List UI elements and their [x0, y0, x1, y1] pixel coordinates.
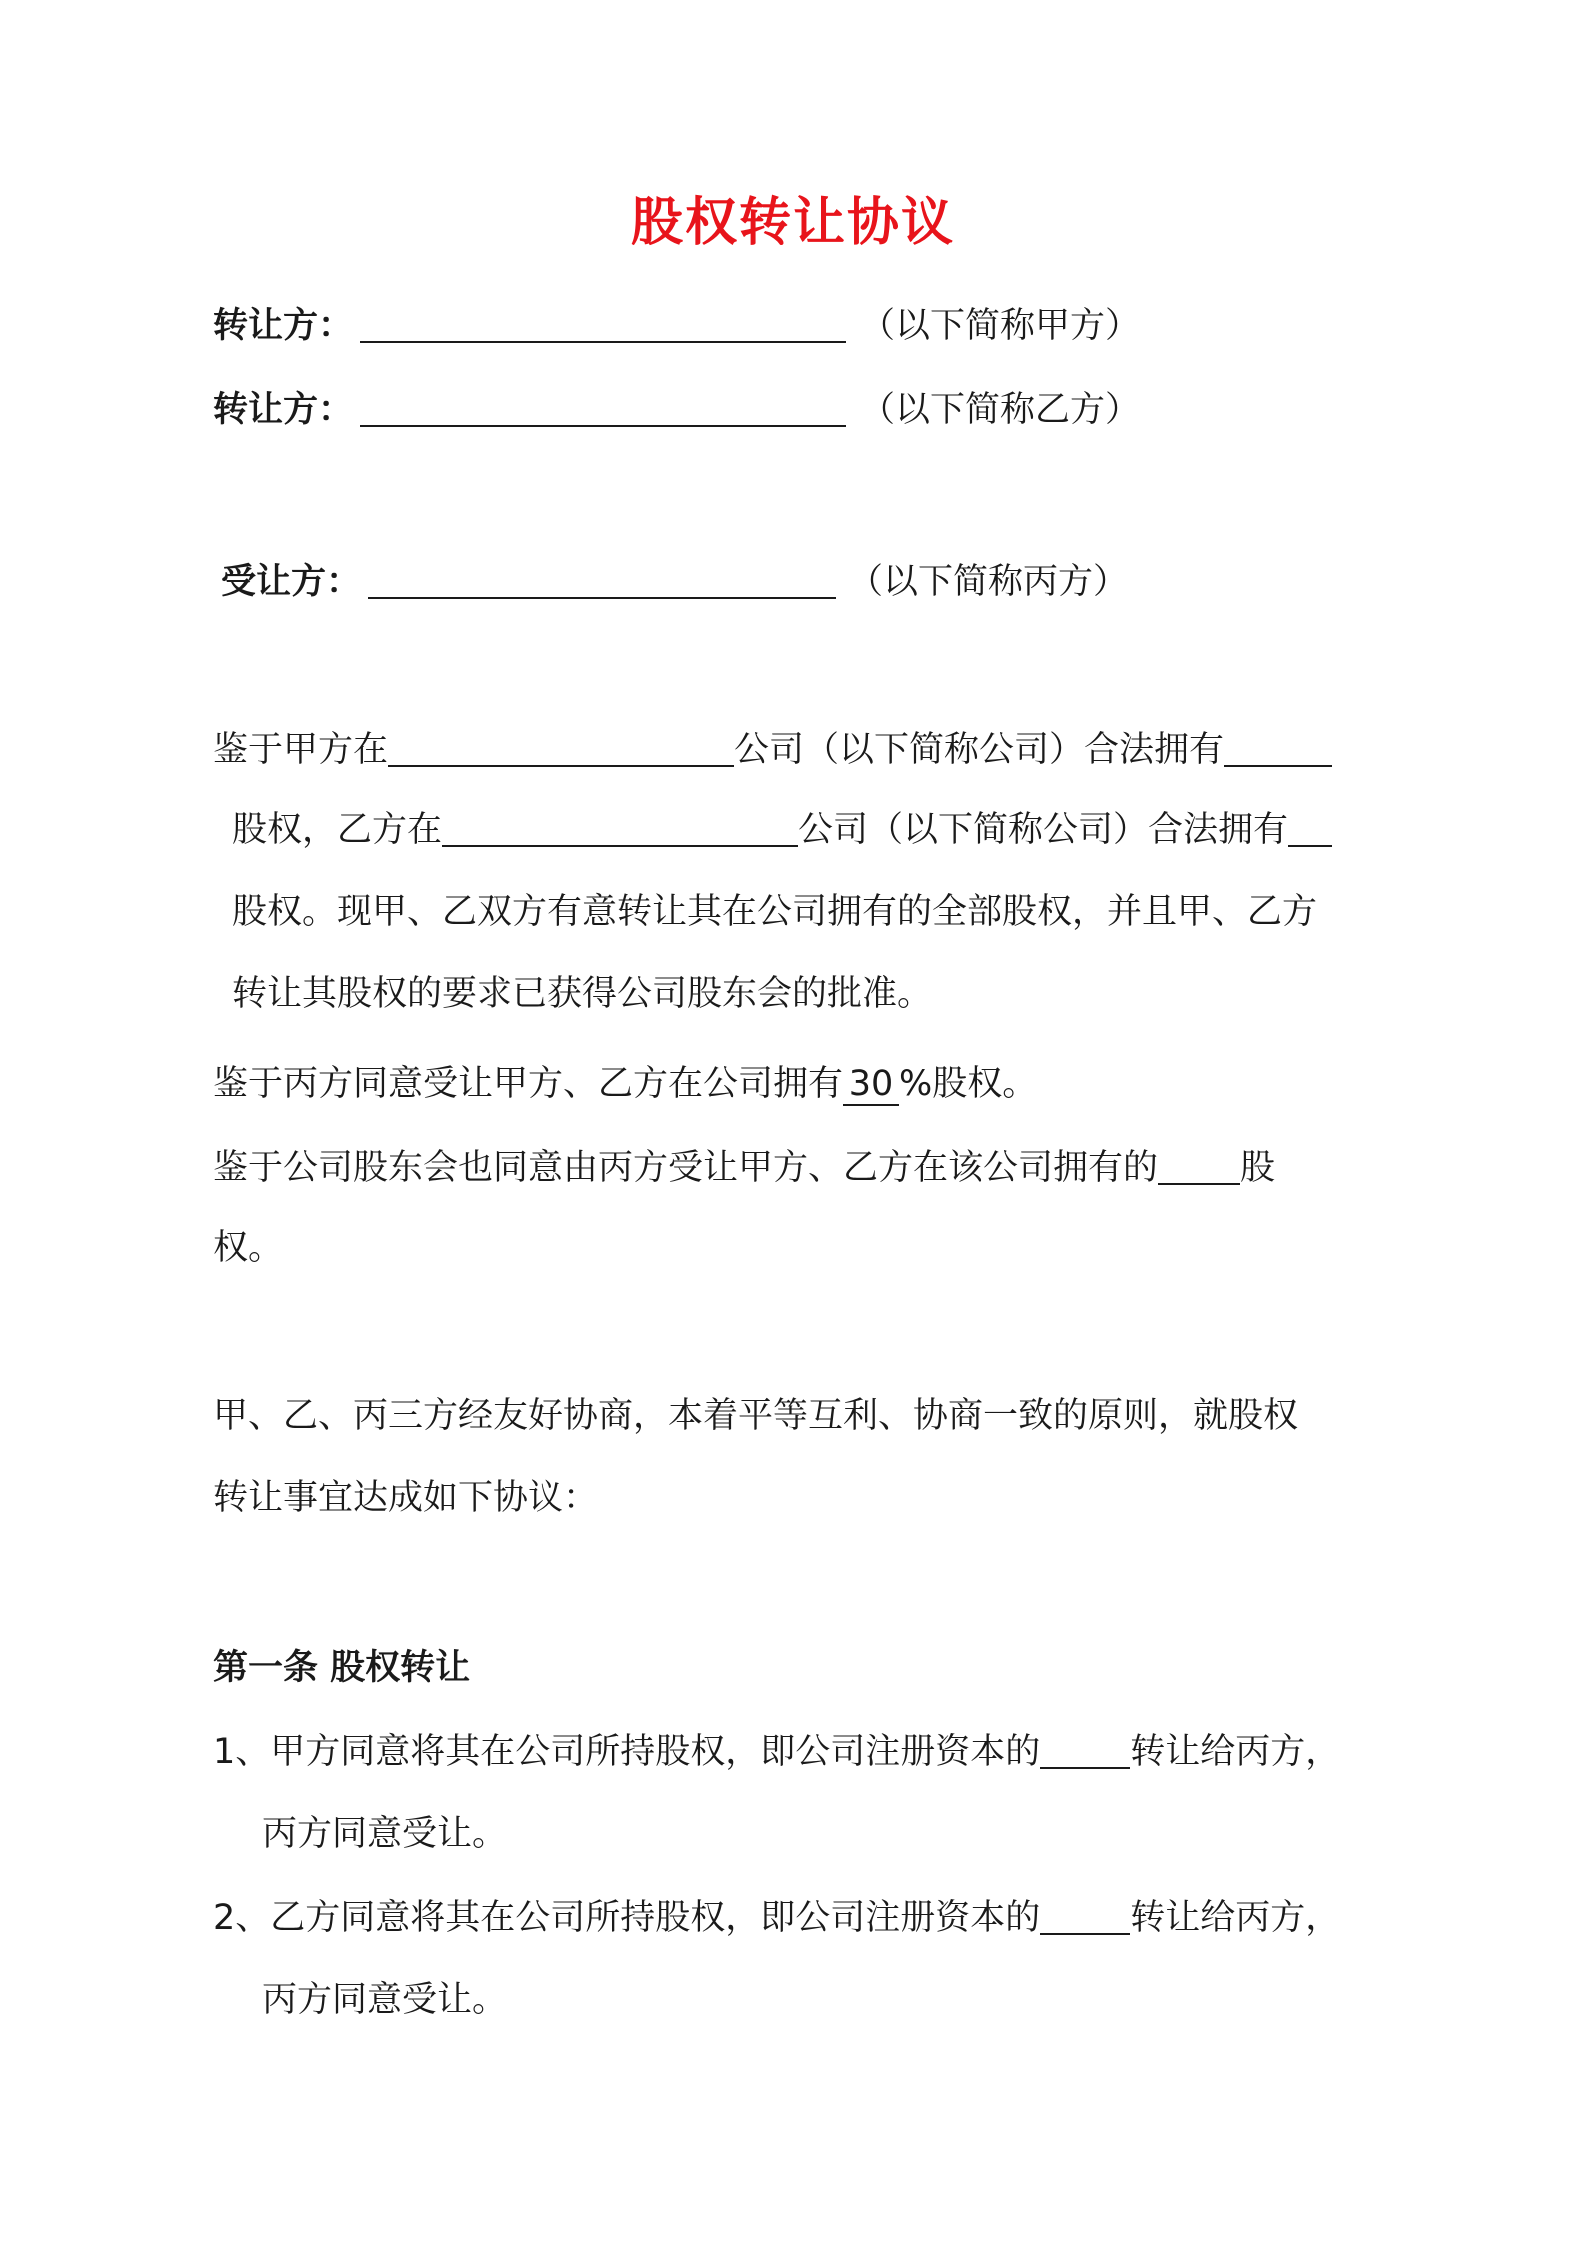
article1-item1-text-before: 1、甲方同意将其在公司所持股权，即公司注册资本的 [213, 1732, 1041, 1772]
intro-line1: 甲、乙、丙三方经友好协商，本着平等互利、协商一致的原则，就股权 [213, 1396, 1299, 1436]
party-suffix-c: （以下简称丙方） [848, 562, 1129, 602]
recital1-text-3: 股权，乙方在 [232, 810, 443, 850]
blank-share-a [1224, 729, 1332, 767]
blank-share-b [1288, 809, 1332, 847]
party-label-transferor-a: 转让方： [213, 306, 354, 346]
recital2-percent-value: 30 [843, 1064, 899, 1106]
blank-company-b [442, 809, 798, 847]
article1-item2-line2: 丙方同意受让。 [262, 1980, 508, 2020]
party-suffix-a: （以下简称甲方） [860, 306, 1141, 346]
blank-capital-a [1040, 1731, 1130, 1769]
recital2-text-before: 鉴于丙方同意受让甲方、乙方在公司拥有 [213, 1064, 844, 1104]
recital3-line2: 权。 [213, 1228, 284, 1268]
article1-item2-line1 [213, 1896, 1340, 1940]
intro-line2: 转让事宜达成如下协议： [213, 1478, 599, 1518]
blank-capital-b [1040, 1897, 1130, 1935]
document-title: 股权转让协议 [630, 193, 955, 253]
article1-item1-line2: 丙方同意受让。 [262, 1814, 508, 1854]
article1-item1-line1 [213, 1730, 1340, 1774]
recital1-line1 [213, 728, 1332, 772]
party-name-blank-c [368, 560, 836, 604]
party-suffix-b: （以下简称乙方） [860, 390, 1141, 430]
recital1-line3: 股权。现甲、乙双方有意转让其在公司拥有的全部股权，并且甲、乙方 [232, 892, 1318, 932]
recital2-text-after: %股权。 [899, 1064, 1038, 1104]
recital3-line1 [213, 1146, 1275, 1190]
article1-item1-text-after: 转让给丙方， [1130, 1732, 1341, 1772]
recital3-text-before: 鉴于公司股东会也同意由丙方受让甲方、乙方在该公司拥有的 [213, 1148, 1159, 1188]
recital1-line4: 转让其股权的要求已获得公司股东会的批准。 [232, 974, 933, 1014]
party-label-transferee: 受让方： [221, 562, 362, 602]
recital1-text-4: 公司（以下简称公司）合法拥有 [798, 810, 1289, 850]
article1-item2-text-after: 转让给丙方， [1130, 1898, 1341, 1938]
article1-item2-text-before: 2、乙方同意将其在公司所持股权，即公司注册资本的 [213, 1898, 1041, 1938]
recital3-text-after: 股 [1240, 1148, 1276, 1188]
party-name-blank-a [360, 304, 846, 348]
recital2-line [213, 1062, 1037, 1106]
blank-company-a [388, 729, 734, 767]
party-label-transferor-b: 转让方： [213, 390, 354, 430]
party-name-blank-b [360, 388, 846, 432]
recital1-text-1: 鉴于甲方在 [213, 730, 389, 770]
blank-share-c [1158, 1147, 1240, 1185]
recital1-text-2: 公司（以下简称公司）合法拥有 [734, 730, 1225, 770]
article1-heading: 第一条 股权转让 [213, 1648, 471, 1688]
recital1-line2 [232, 808, 1332, 852]
